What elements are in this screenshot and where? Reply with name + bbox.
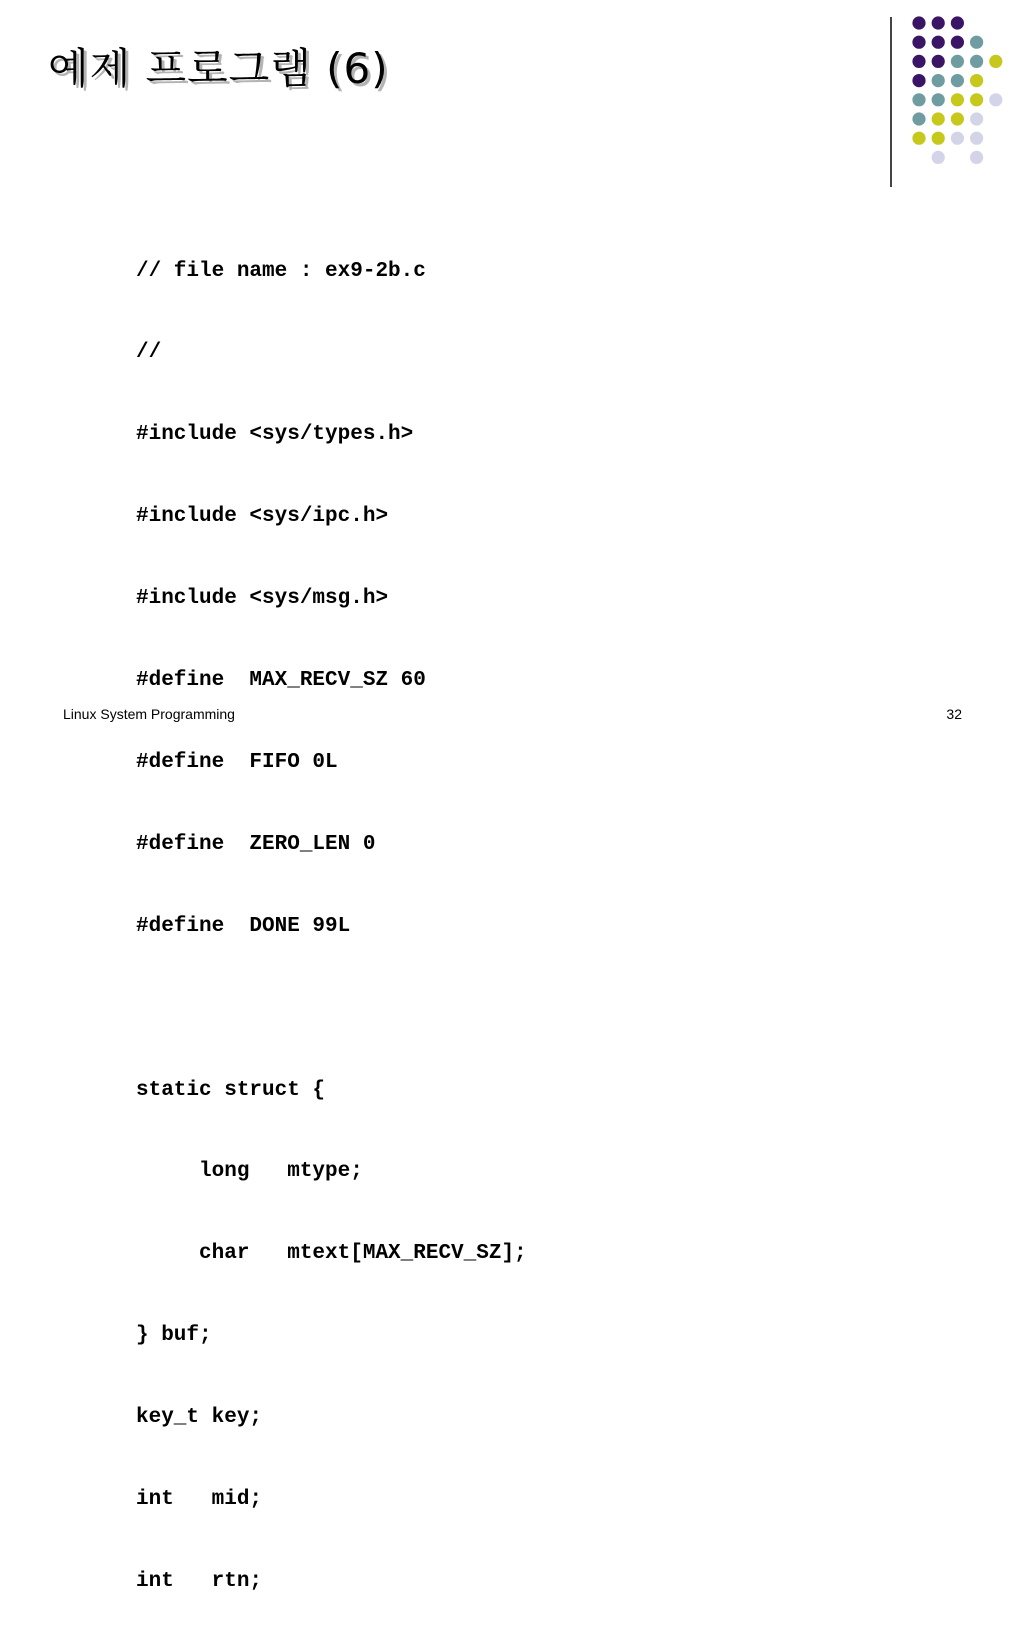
decorative-dot	[912, 74, 925, 87]
decorative-dot	[970, 112, 983, 125]
decorative-dot	[989, 55, 1002, 68]
code-line: #define FIFO 0L	[136, 750, 338, 774]
code-line: #include <sys/ipc.h>	[136, 505, 389, 529]
slide-title: 예제 프로그램 (6)	[48, 44, 389, 93]
decorative-dot	[932, 16, 945, 29]
decorative-dot	[951, 36, 964, 49]
decorative-dot	[951, 93, 964, 106]
code-line: //	[136, 341, 162, 365]
code-line: #include <sys/msg.h>	[136, 587, 389, 611]
decorative-dot	[970, 93, 983, 106]
decorative-dot	[912, 55, 925, 68]
vertical-divider	[890, 17, 892, 187]
decorative-dot	[932, 74, 945, 87]
code-line: #include <sys/types.h>	[136, 423, 414, 447]
decorative-dot	[989, 93, 1002, 106]
code-line: int mid;	[136, 1487, 263, 1511]
decorative-dot	[912, 93, 925, 106]
decorative-dot	[951, 55, 964, 68]
code-line: static struct {	[136, 1078, 326, 1102]
decorative-dot	[951, 74, 964, 87]
decorative-dot-grid	[0, 0, 1024, 200]
code-line: char mtext[MAX_RECV_SZ];	[136, 1242, 527, 1266]
decorative-dot	[932, 112, 945, 125]
decorative-dot	[970, 55, 983, 68]
code-line: #define MAX_RECV_SZ 60	[136, 669, 426, 693]
decorative-dot	[912, 112, 925, 125]
code-line	[136, 995, 527, 1022]
decorative-dot	[951, 16, 964, 29]
decorative-dot	[951, 112, 964, 125]
code-line: // file name : ex9-2b.c	[136, 259, 426, 283]
decorative-dot	[970, 74, 983, 87]
code-line: int rtn;	[136, 1569, 263, 1593]
code-line: #define DONE 99L	[136, 914, 351, 938]
code-line: long mtype;	[136, 1160, 363, 1184]
code-block	[136, 203, 527, 1650]
page-number: 32	[946, 706, 962, 722]
decorative-dot	[970, 132, 983, 145]
footer-course-name: Linux System Programming	[63, 706, 235, 722]
decorative-dot	[970, 36, 983, 49]
decorative-dot	[912, 132, 925, 145]
decorative-dot	[970, 151, 983, 164]
code-line: #define ZERO_LEN 0	[136, 832, 376, 856]
decorative-dot	[932, 93, 945, 106]
code-line: } buf;	[136, 1324, 212, 1348]
decorative-dot	[932, 132, 945, 145]
decorative-dot	[951, 132, 964, 145]
decorative-dot	[932, 151, 945, 164]
decorative-dot	[932, 36, 945, 49]
decorative-dot	[932, 55, 945, 68]
code-line: key_t key;	[136, 1406, 263, 1430]
decorative-dot	[912, 16, 925, 29]
decorative-dot	[912, 36, 925, 49]
